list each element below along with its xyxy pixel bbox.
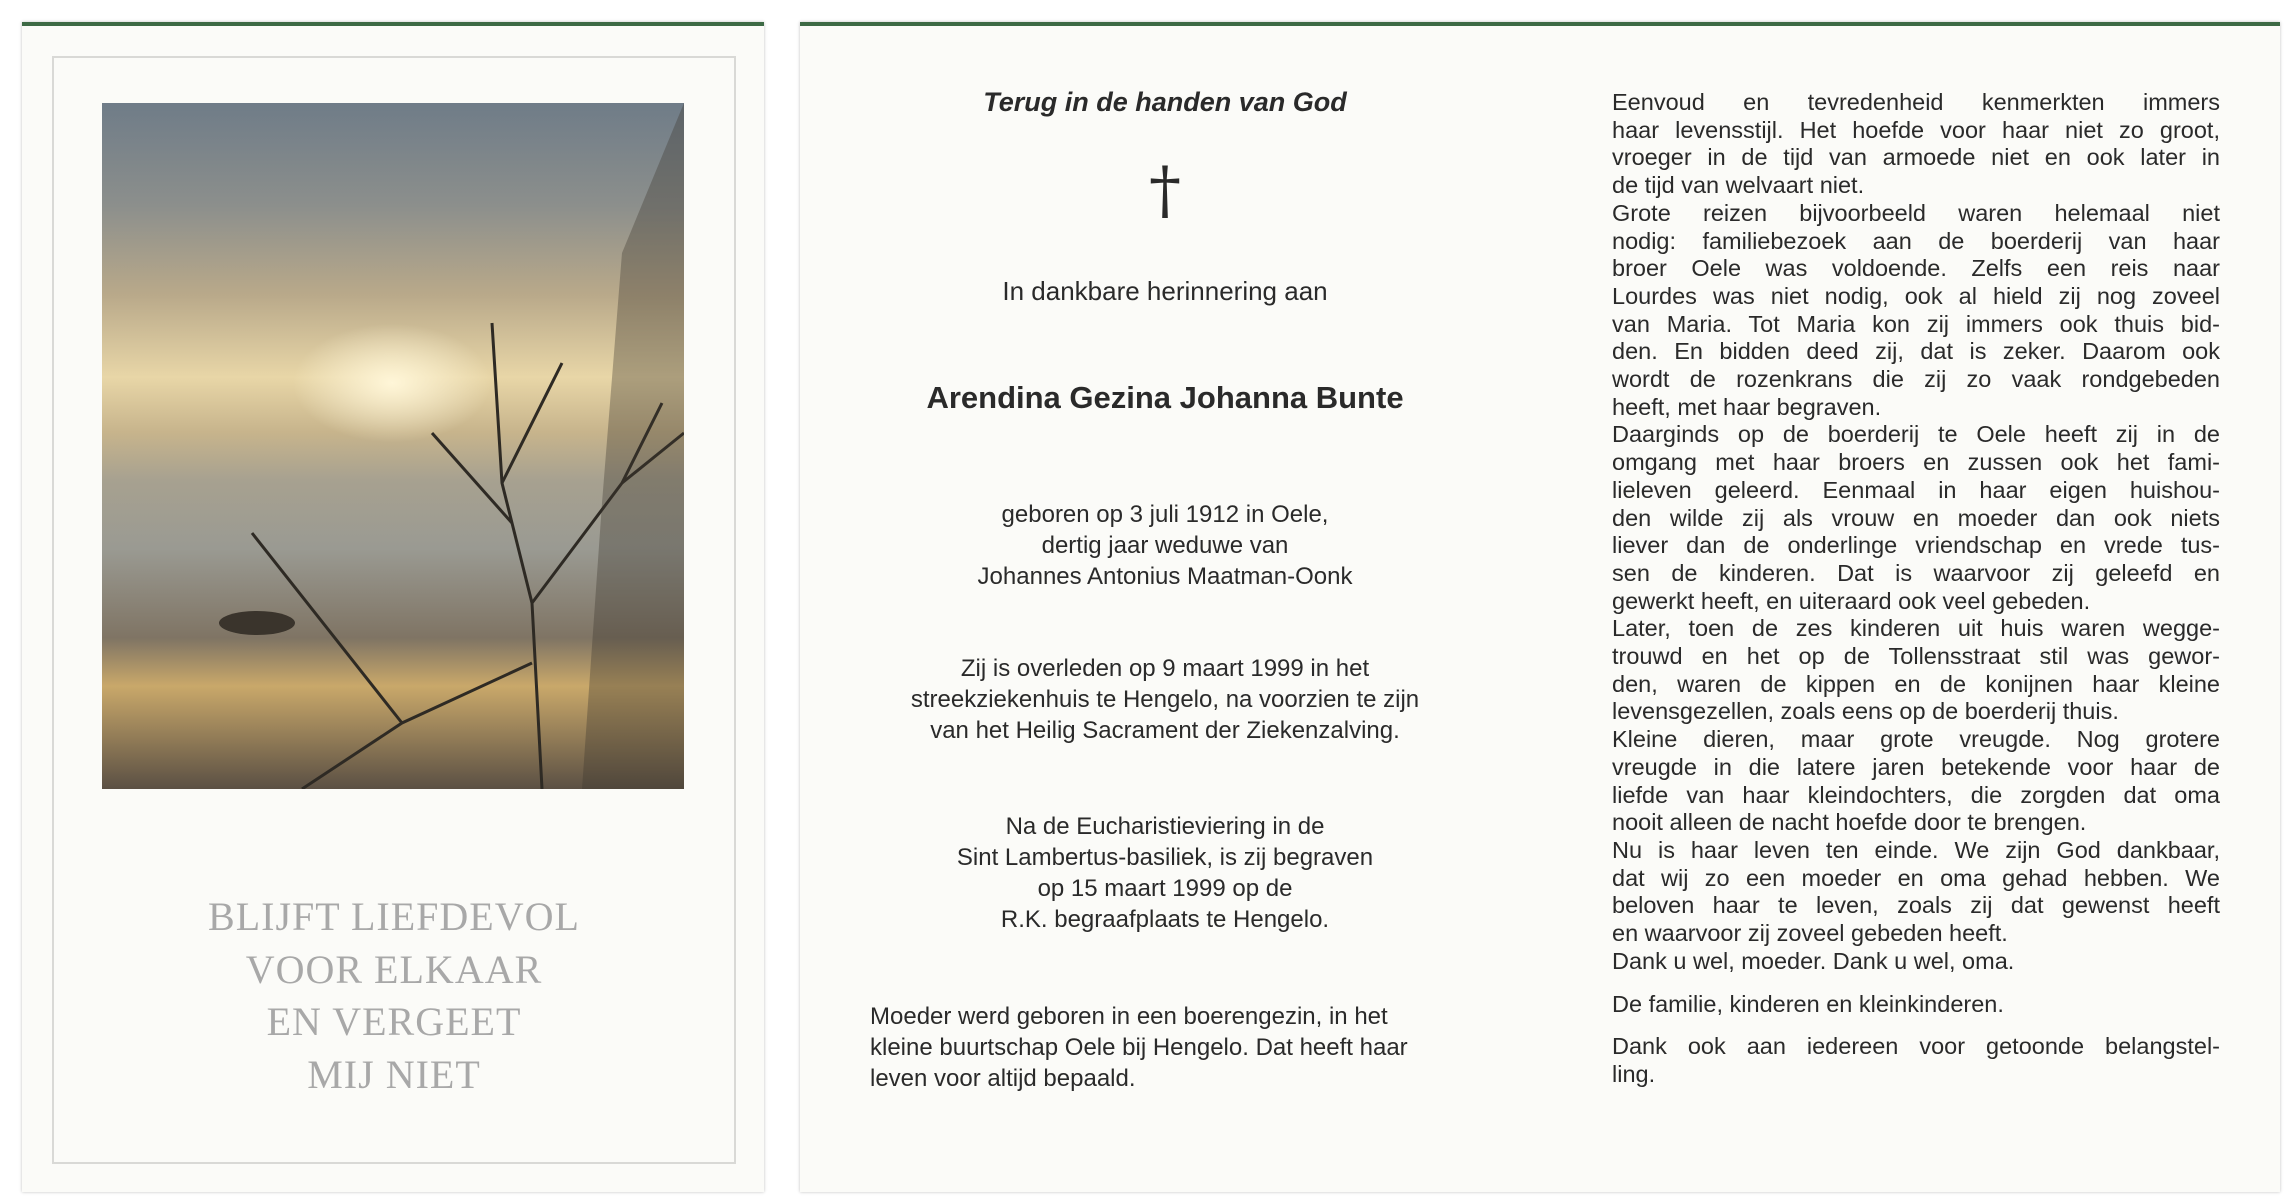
- text-line: Na de Eucharistieviering in de: [1005, 813, 1325, 840]
- verse-line: BLIJFT LIEFDEVOL: [208, 894, 580, 939]
- rowboat: [219, 611, 295, 635]
- story-paragraph: [1612, 200, 2220, 422]
- text-line: nodig: familiebezoek aan de boerderij van haar: [1612, 227, 2220, 254]
- story-paragraph: [1612, 726, 2220, 837]
- text-line: vroeger in de tijd van armoede niet en ook later in: [1612, 144, 2220, 171]
- text-line: vreugde in die latere jaren betekende voor haar de: [1612, 753, 2220, 780]
- memorial-card-inside: [800, 22, 2280, 1192]
- text-line: de tijd van welvaart niet.: [1612, 172, 1865, 199]
- text-line: lieleven geleerd. Eenmaal in haar eigen huishou-: [1612, 476, 2220, 503]
- card-inner-border: [52, 56, 736, 1164]
- text-line: Johannes Antonius Maatman-Oonk: [977, 563, 1353, 590]
- story-paragraph: [1612, 615, 2220, 726]
- text-line: van het Heilig Sacrament der Ziekenzalving.: [930, 717, 1400, 744]
- birth-block: [800, 499, 1530, 592]
- text-line: nooit alleen de nacht hoefde door te brengen.: [1612, 809, 2087, 836]
- verse-line: EN VERGEET: [266, 999, 522, 1044]
- text-line: dat wij zo een moeder en oma gehad hebben. We: [1612, 864, 2220, 891]
- text-line: haar levensstijl. Het hoefde voor haar niet zo groot,: [1612, 116, 2220, 143]
- text-line: Later, toen de zes kinderen uit huis waren wegge-: [1612, 615, 2220, 642]
- death-block: [800, 653, 1530, 746]
- text-line: Nu is haar leven ten einde. We zijn God dankbaar,: [1612, 836, 2220, 863]
- text-line: trouwd en het op de Tollensstraat stil was gewor-: [1612, 643, 2220, 670]
- text-line: R.K. begraafplaats te Hengelo.: [1000, 906, 1330, 933]
- spacer: [1612, 1018, 2220, 1033]
- text-line: leven voor altijd bepaald.: [870, 1065, 1136, 1092]
- closing-line: ling.: [1612, 1060, 1656, 1087]
- verse-line: VOOR ELKAAR: [245, 947, 543, 992]
- story-paragraph: [1612, 948, 2220, 976]
- text-line: op 15 maart 1999 op de: [1037, 875, 1293, 902]
- text-line: heeft, met haar begraven.: [1612, 393, 1882, 420]
- deceased-name: Arendina Gezina Johanna Bunte: [926, 380, 1404, 415]
- text-line: sen de kinderen. Dat is waarvoor zij geleefd en: [1612, 559, 2220, 586]
- text-line: van Maria. Tot Maria kon zij immers ook thuis bid-: [1612, 310, 2220, 337]
- story-paragraph: [1612, 89, 2220, 200]
- origin-paragraph: [870, 1001, 1470, 1094]
- text-line: en waarvoor zij zoveel gebeden heeft.: [1612, 920, 2008, 947]
- bare-tree-branches: [102, 103, 684, 789]
- text-line: levensgezellen, zoals eens op de boerderij thuis.: [1612, 698, 2119, 725]
- text-line: den wilde zij als vrouw en moeder dan ook niets: [1612, 504, 2220, 531]
- text-line: Daarginds op de boerderij te Oele heeft zij in de: [1612, 421, 2220, 448]
- text-line: Sint Lambertus-basiliek, is zij begraven: [956, 844, 1374, 871]
- text-line: den, waren de kippen en de konijnen haar kleine: [1612, 670, 2220, 697]
- story-paragraph: [1612, 421, 2220, 615]
- story-paragraph: [1612, 837, 2220, 948]
- memorial-card-front: [22, 22, 764, 1192]
- text-line: kleine buurtschap Oele bij Hengelo. Dat heeft haar: [870, 1034, 1408, 1061]
- text-line: streekziekenhuis te Hengelo, na voorzien te zijn: [910, 686, 1420, 713]
- text-line: Eenvoud en tevredenheid kenmerkten immers: [1612, 89, 2220, 115]
- text-line: liefde van haar kleindochters, die zorgden dat oma: [1612, 781, 2220, 808]
- text-line: omgang met haar broers en zussen ook het fami-: [1612, 449, 2220, 476]
- life-story-column: [1612, 89, 2220, 1089]
- text-line: den. En bidden deed zij, dat is zeker. Daarom ook: [1612, 338, 2220, 365]
- text-line: Dank u wel, moeder. Dank u wel, oma.: [1612, 947, 2015, 974]
- text-line: wordt de rozenkrans die zij zo vaak rondgebeden: [1612, 366, 2220, 393]
- verse-line: MIJ NIET: [307, 1052, 481, 1097]
- cross-icon: †: [1149, 154, 1181, 228]
- heading: Terug in de handen van God: [983, 87, 1347, 117]
- spacer: [1612, 976, 2220, 991]
- text-line: Kleine dieren, maar grote vreugde. Nog grotere: [1612, 726, 2220, 753]
- text-line: Zij is overleden op 9 maart 1999 in het: [960, 655, 1370, 682]
- text-line: Moeder werd geboren in een boerengezin, in het: [870, 1003, 1388, 1030]
- text-line: gewerkt heeft, en uiteraard ook veel gebeden.: [1612, 587, 2091, 614]
- text-line: geboren op 3 juli 1912 in Oele,: [1001, 501, 1329, 528]
- closing-line: Dank ook aan iedereen voor getoonde belangstel-: [1612, 1033, 2220, 1060]
- funeral-block: [800, 811, 1530, 935]
- closing-line: De familie, kinderen en kleinkinderen.: [1612, 990, 2004, 1017]
- text-line: dertig jaar weduwe van: [1041, 532, 1289, 559]
- text-line: liever dan de onderlinge vriendschap en vrede tus-: [1612, 532, 2220, 559]
- text-line: broer Oele was voldoende. Zelfs een reis naar: [1612, 255, 2220, 282]
- text-line: Grote reizen bijvoorbeeld waren helemaal niet: [1612, 199, 2220, 226]
- text-line: beloven haar te leven, zoals zij dat gewenst heeft: [1612, 892, 2220, 919]
- sunset-lake-photo: [102, 103, 684, 789]
- text-line: Lourdes was niet nodig, ook al hield zij nog zoveel: [1612, 282, 2220, 309]
- intro-text: In dankbare herinnering aan: [1002, 276, 1328, 306]
